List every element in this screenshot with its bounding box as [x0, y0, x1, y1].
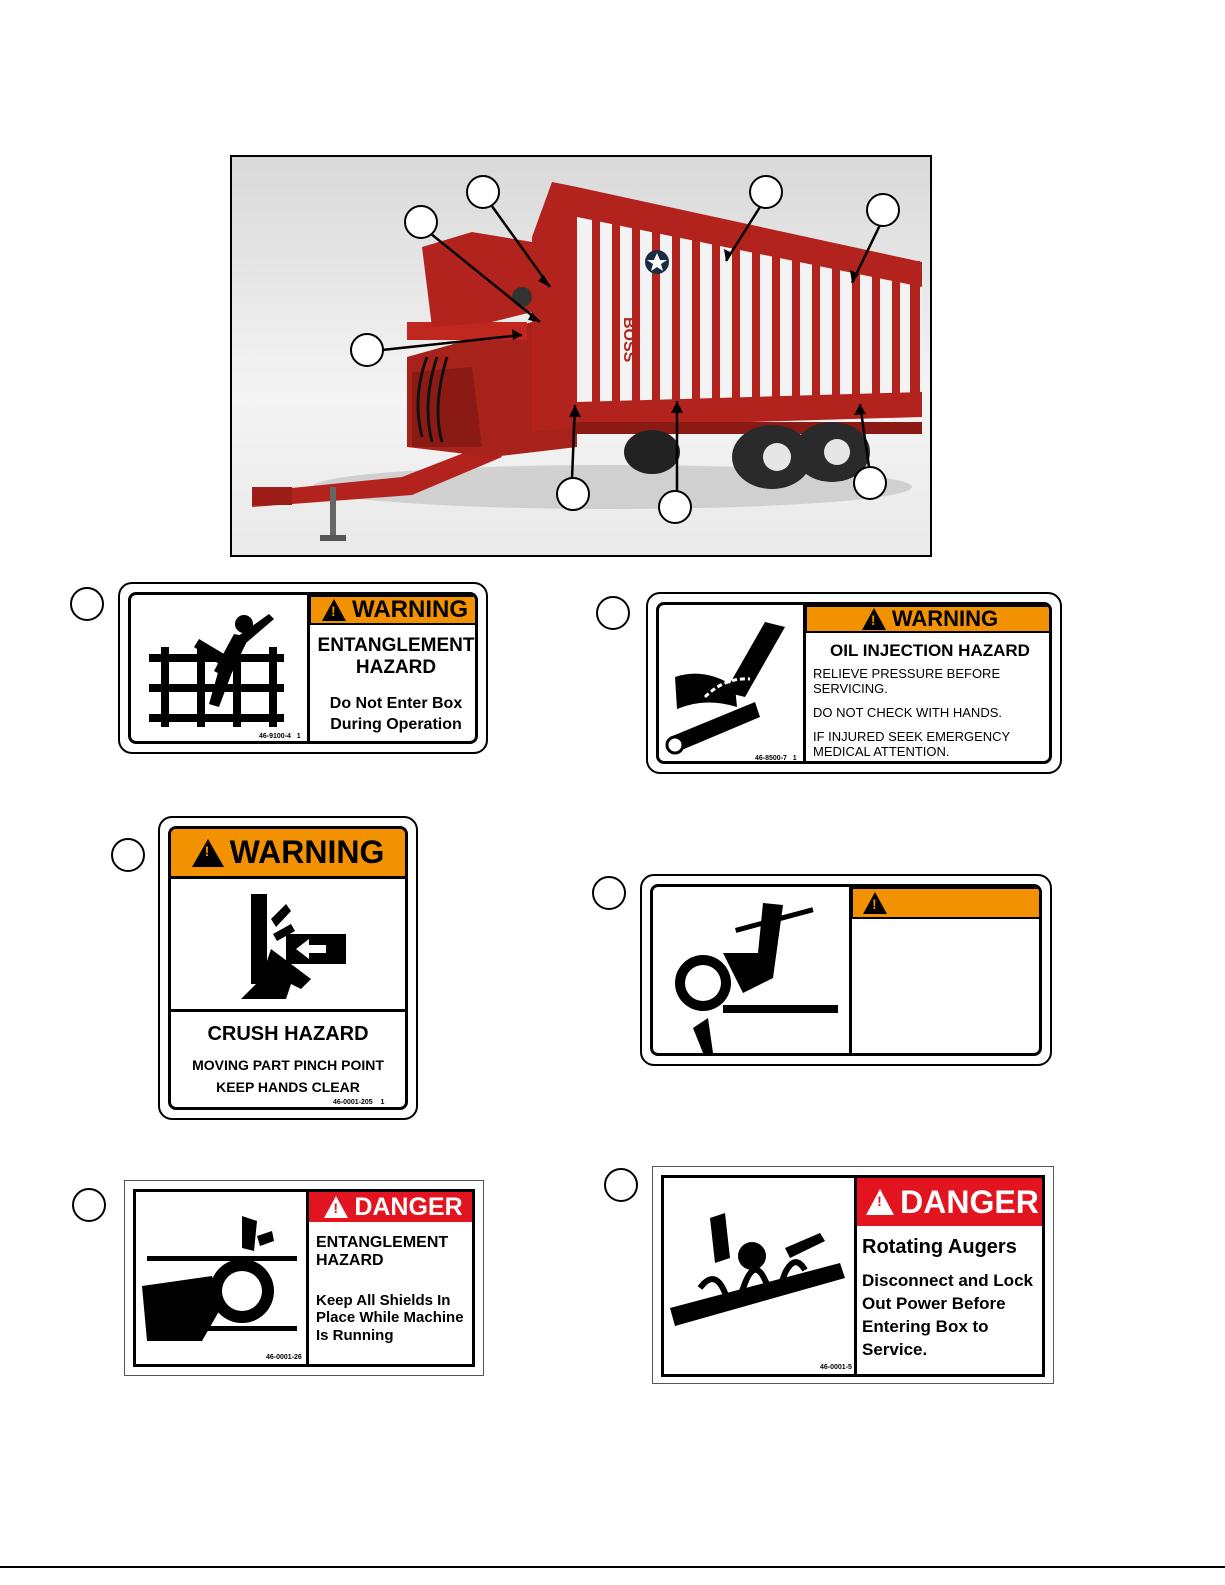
boss-decal: BOSS: [620, 317, 637, 363]
warning-triangle-icon: [192, 839, 224, 867]
callout-circle: [592, 876, 626, 910]
callout-circle: [350, 333, 384, 367]
hazard-title: ENTANGLEMENT HAZARD: [317, 635, 475, 678]
hazard-instruction: Disconnect and Lock Out Power Before Entering Box to Service.: [862, 1271, 1033, 1359]
decal-entanglement-box: [118, 582, 488, 754]
danger-triangle-icon: [866, 1189, 894, 1215]
callout-circle: [853, 466, 887, 500]
decal-oil-injection: [646, 592, 1062, 774]
crush-pictogram: [231, 889, 351, 1009]
hazard-instruction: MOVING PART PINCH POINT KEEP HANDS CLEAR: [192, 1057, 384, 1096]
part-number: 46-8500-7 1: [755, 755, 797, 762]
hazard-instruction: Do Not Enter Box During Operation: [329, 695, 463, 734]
page-bottom-rule: [0, 1566, 1225, 1568]
part-number: 46-0001-205 1: [333, 1099, 385, 1106]
decal-entanglement-shields: [124, 1180, 484, 1376]
auger-pictogram: [670, 1208, 850, 1348]
callout-circle: [404, 205, 438, 239]
callout-circle: [596, 596, 630, 630]
callout-circle: [556, 477, 590, 511]
hazard-instruction: RELIEVE PRESSURE BEFORE SERVICING. DO NOT CHECK WITH HANDS. IF INJURED SEEK EMERGENCY MEDICAL ATTENTION.: [813, 666, 1011, 759]
danger-header: ! DANGER: [857, 1178, 1045, 1226]
chain-entanglement-pictogram: [142, 1206, 302, 1356]
hazard-title: Rotating Augers: [862, 1236, 1017, 1258]
danger-triangle-icon: [324, 1196, 348, 1218]
part-number: 46-0001-5: [820, 1364, 852, 1371]
hazard-title: OIL INJECTION HAZARD: [830, 641, 1030, 660]
hazard-title: ENTANGLEMENT HAZARD: [316, 1234, 449, 1270]
sprocket-pictogram: [663, 893, 843, 1053]
warning-triangle-icon: [863, 892, 887, 914]
hazard-instruction: Keep All Shields In Place While Machine Is Running: [316, 1292, 464, 1344]
callout-circle: [749, 175, 783, 209]
warning-header: ! WARNING: [309, 595, 478, 625]
callout-circle: [866, 193, 900, 227]
oil-injection-pictogram: [665, 617, 799, 757]
hazard-title: CRUSH HAZARD: [207, 1023, 369, 1045]
decal-rotating-augers: [652, 1166, 1054, 1384]
warning-triangle-icon: [862, 608, 886, 630]
callout-circle: [70, 587, 104, 621]
machine-photo: [230, 155, 932, 557]
warning-triangle-icon: [322, 599, 346, 621]
entanglement-pictogram: [139, 609, 299, 727]
decal-sprocket-hazard: [640, 874, 1052, 1066]
callout-circle: [466, 175, 500, 209]
callout-circle: [604, 1168, 638, 1202]
part-number: 46-9100-4 1: [259, 733, 301, 740]
warning-header: ! WARNING: [805, 605, 1052, 633]
callout-circle: [658, 490, 692, 524]
warning-header: [851, 887, 1042, 919]
part-number: 46-0001-26: [266, 1354, 302, 1361]
warning-header: ! WARNING: [171, 829, 405, 879]
callout-circle: [72, 1188, 106, 1222]
callout-circle: [111, 838, 145, 872]
decal-crush-hazard: [158, 816, 418, 1120]
danger-header: ! DANGER: [309, 1192, 475, 1222]
